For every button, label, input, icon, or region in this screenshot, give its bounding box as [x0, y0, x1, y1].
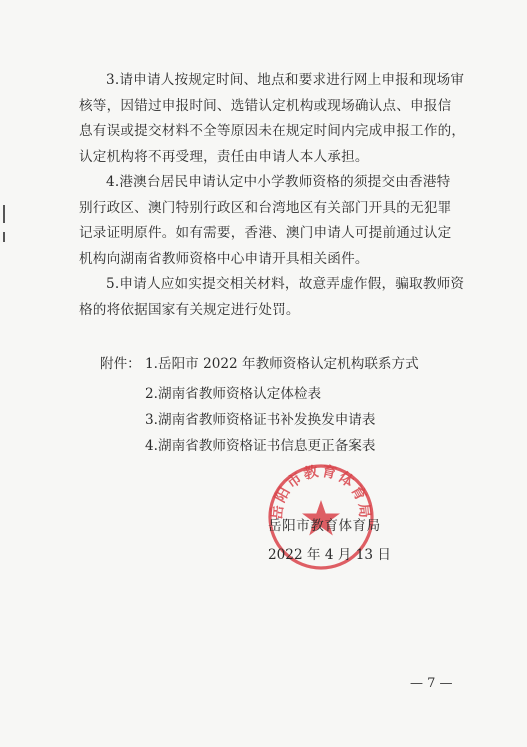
paragraph-line: 息有误或提交材料不全等原因未在规定时间内完成申报工作的， [79, 123, 466, 139]
seal-arc-text: 岳阳市教育体育局 [268, 462, 374, 521]
paragraph-line: 认定机构将不再受理，责任由申请人本人承担。 [79, 148, 369, 165]
attachment-item: 3.湖南省教师资格证书补发换发申请表 [145, 412, 376, 428]
attachment-item: 2.湖南省教师资格认定体检表 [145, 386, 322, 402]
paragraph-3 [79, 68, 466, 170]
page-number: — 7 — [410, 676, 453, 691]
paragraph-4 [79, 170, 459, 272]
attachment-item: 4.湖南省教师资格证书信息更正备案表 [145, 438, 376, 454]
paragraph-line: 记录证明原件。如有需要，香港、澳门申请人可提前通过认定 [79, 225, 452, 241]
scan-edge-mark [3, 232, 5, 242]
paragraph-line: 格的将依据国家有关规定进行处罚。 [79, 301, 300, 318]
paragraph-line: 4.港澳台居民申请认定中小学教师资格的须提交由香港特 [106, 174, 451, 190]
paragraph-line: 3.请申请人按规定时间、地点和要求进行网上申报和现场审 [106, 72, 465, 88]
paragraph-line: 核等，因错过申报时间、选错认定机构或现场确认点、申报信 [79, 97, 452, 114]
paragraph-line: 5.申请人应如实提交相关材料，故意弄虚作假，骗取教师资 [106, 276, 465, 292]
paragraph-line: 别行政区、澳门特别行政区和台湾地区有关部门开具的无犯罪 [79, 199, 452, 216]
issuer-name: 岳阳市教育体育局 [268, 518, 381, 534]
attachments-label: 附件： [100, 356, 141, 372]
paragraph-line: 机构向湖南省教师资格中心申请开具相关函件。 [79, 250, 369, 267]
paragraph-5 [79, 272, 465, 323]
issue-date: 2022 年 4 月 13 日 [268, 547, 391, 563]
attachment-item: 1.岳阳市 2022 年教师资格认定机构联系方式 [145, 356, 419, 372]
scan-edge-mark [3, 205, 5, 223]
